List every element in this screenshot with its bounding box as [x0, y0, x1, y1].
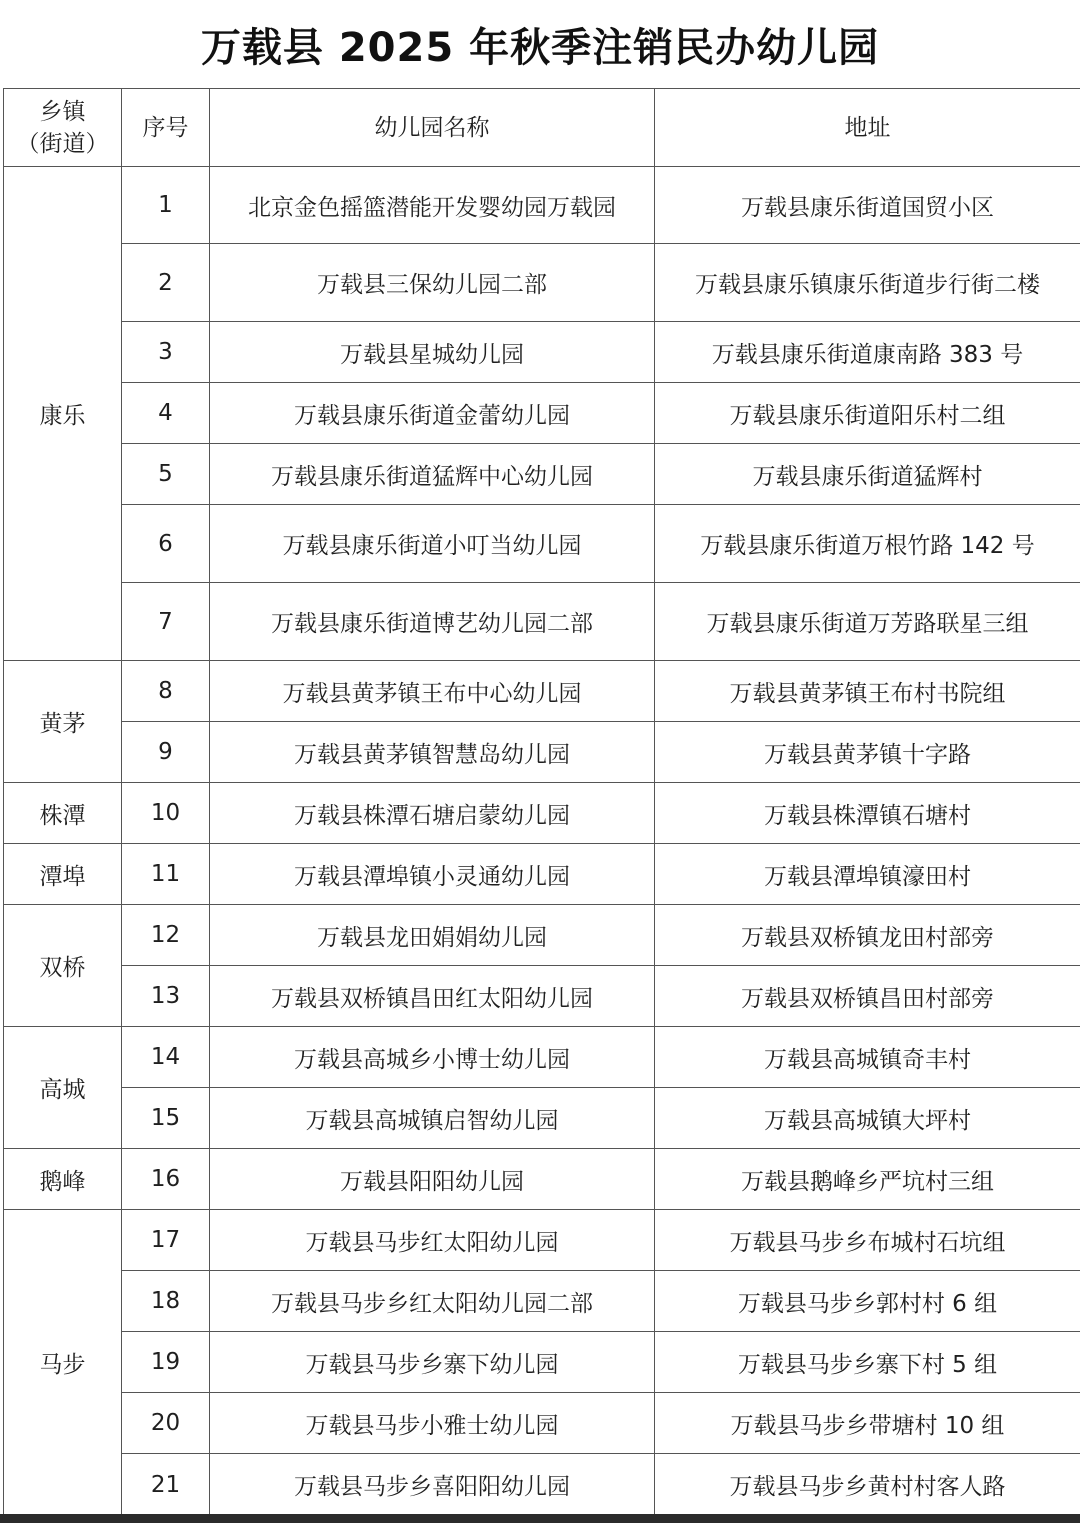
row-address: 万载县康乐街道万芳路联星三组: [655, 583, 1080, 661]
table-row: [4, 783, 1080, 844]
row-no: 4: [122, 383, 210, 444]
town-cell: 马步: [4, 1210, 122, 1516]
table-row: [4, 505, 1080, 583]
row-name: 万载县康乐街道博艺幼儿园二部: [210, 583, 655, 661]
row-address: 万载县株潭镇石塘村: [655, 783, 1080, 844]
row-address: 万载县高城镇大坪村: [655, 1088, 1080, 1149]
row-no: 7: [122, 583, 210, 661]
row-name: 万载县马步乡寨下幼儿园: [210, 1332, 655, 1393]
row-no: 8: [122, 661, 210, 722]
table-row: [4, 1271, 1080, 1332]
row-name: 万载县潭埠镇小灵通幼儿园: [210, 844, 655, 905]
page-title: 万载县 2025 年秋季注销民办幼儿园: [200, 24, 880, 71]
bottom-edge-bar: [0, 1514, 1080, 1523]
table-row: [4, 383, 1080, 444]
row-address: 万载县康乐街道康南路 383 号: [655, 322, 1080, 383]
row-address: 万载县康乐街道万根竹路 142 号: [655, 505, 1080, 583]
row-address: 万载县潭埠镇濠田村: [655, 844, 1080, 905]
header-address: 地址: [655, 89, 1080, 167]
header-town-line2: （街道）: [16, 130, 109, 157]
row-address: 万载县康乐街道国贸小区: [655, 167, 1080, 244]
row-name: 万载县阳阳幼儿园: [210, 1149, 655, 1210]
row-address: 万载县马步乡带塘村 10 组: [655, 1393, 1080, 1454]
row-no: 20: [122, 1393, 210, 1454]
header-name: 幼儿园名称: [210, 89, 655, 167]
row-name: 万载县马步乡红太阳幼儿园二部: [210, 1271, 655, 1332]
row-no: 14: [122, 1027, 210, 1088]
row-name: 万载县黄茅镇王布中心幼儿园: [210, 661, 655, 722]
row-address: 万载县马步乡寨下村 5 组: [655, 1332, 1080, 1393]
row-no: 18: [122, 1271, 210, 1332]
row-address: 万载县马步乡郭村村 6 组: [655, 1271, 1080, 1332]
row-name: 万载县龙田娟娟幼儿园: [210, 905, 655, 966]
row-name: 万载县黄茅镇智慧岛幼儿园: [210, 722, 655, 783]
row-name: 万载县星城幼儿园: [210, 322, 655, 383]
table-row: [4, 444, 1080, 505]
row-address: 万载县康乐街道猛辉村: [655, 444, 1080, 505]
row-no: 12: [122, 905, 210, 966]
row-no: 2: [122, 244, 210, 322]
table-row: [4, 167, 1080, 244]
table-row: [4, 1393, 1080, 1454]
table-row: [4, 1088, 1080, 1149]
row-name: 万载县株潭石塘启蒙幼儿园: [210, 783, 655, 844]
header-no: 序号: [122, 89, 210, 167]
row-name: 万载县高城乡小博士幼儿园: [210, 1027, 655, 1088]
row-no: 13: [122, 966, 210, 1027]
row-address: 万载县黄茅镇王布村书院组: [655, 661, 1080, 722]
row-no: 17: [122, 1210, 210, 1271]
row-name: 万载县康乐街道金蕾幼儿园: [210, 383, 655, 444]
table-row: [4, 1332, 1080, 1393]
row-name: 万载县马步小雅士幼儿园: [210, 1393, 655, 1454]
row-no: 9: [122, 722, 210, 783]
table-row: [4, 322, 1080, 383]
table-row: [4, 722, 1080, 783]
table-row: [4, 1027, 1080, 1088]
table-row: [4, 661, 1080, 722]
table-row: [4, 583, 1080, 661]
row-name: 万载县双桥镇昌田红太阳幼儿园: [210, 966, 655, 1027]
row-no: 6: [122, 505, 210, 583]
town-cell: 鹅峰: [4, 1149, 122, 1210]
table-row: [4, 1149, 1080, 1210]
row-no: 16: [122, 1149, 210, 1210]
row-name: 北京金色摇篮潜能开发婴幼园万载园: [210, 167, 655, 244]
row-no: 21: [122, 1454, 210, 1516]
row-no: 5: [122, 444, 210, 505]
row-name: 万载县马步红太阳幼儿园: [210, 1210, 655, 1271]
row-no: 15: [122, 1088, 210, 1149]
row-no: 1: [122, 167, 210, 244]
row-no: 11: [122, 844, 210, 905]
table-row: [4, 905, 1080, 966]
row-address: 万载县马步乡布城村石坑组: [655, 1210, 1080, 1271]
table-row: [4, 966, 1080, 1027]
kindergarten-table: [3, 88, 1080, 1516]
row-no: 19: [122, 1332, 210, 1393]
row-name: 万载县康乐街道小叮当幼儿园: [210, 505, 655, 583]
row-address: 万载县康乐镇康乐街道步行街二楼: [655, 244, 1080, 322]
row-address: 万载县康乐街道阳乐村二组: [655, 383, 1080, 444]
row-address: 万载县黄茅镇十字路: [655, 722, 1080, 783]
row-name: 万载县康乐街道猛辉中心幼儿园: [210, 444, 655, 505]
town-cell: 高城: [4, 1027, 122, 1149]
row-no: 3: [122, 322, 210, 383]
row-address: 万载县高城镇奇丰村: [655, 1027, 1080, 1088]
row-address: 万载县双桥镇昌田村部旁: [655, 966, 1080, 1027]
town-cell: 双桥: [4, 905, 122, 1027]
row-name: 万载县高城镇启智幼儿园: [210, 1088, 655, 1149]
header-town-line1: 乡镇: [39, 98, 86, 125]
row-name: 万载县马步乡喜阳阳幼儿园: [210, 1454, 655, 1516]
town-cell: 黄茅: [4, 661, 122, 783]
table-row: [4, 1210, 1080, 1271]
town-cell: 潭埠: [4, 844, 122, 905]
town-cell: 株潭: [4, 783, 122, 844]
town-cell: 康乐: [4, 167, 122, 661]
table-row: [4, 844, 1080, 905]
table-header-row: [4, 89, 1080, 167]
header-town: [4, 89, 122, 167]
row-no: 10: [122, 783, 210, 844]
table-row: [4, 244, 1080, 322]
row-address: 万载县双桥镇龙田村部旁: [655, 905, 1080, 966]
row-address: 万载县鹅峰乡严坑村三组: [655, 1149, 1080, 1210]
row-address: 万载县马步乡黄村村客人路: [655, 1454, 1080, 1516]
table-row: [4, 1454, 1080, 1516]
row-name: 万载县三保幼儿园二部: [210, 244, 655, 322]
